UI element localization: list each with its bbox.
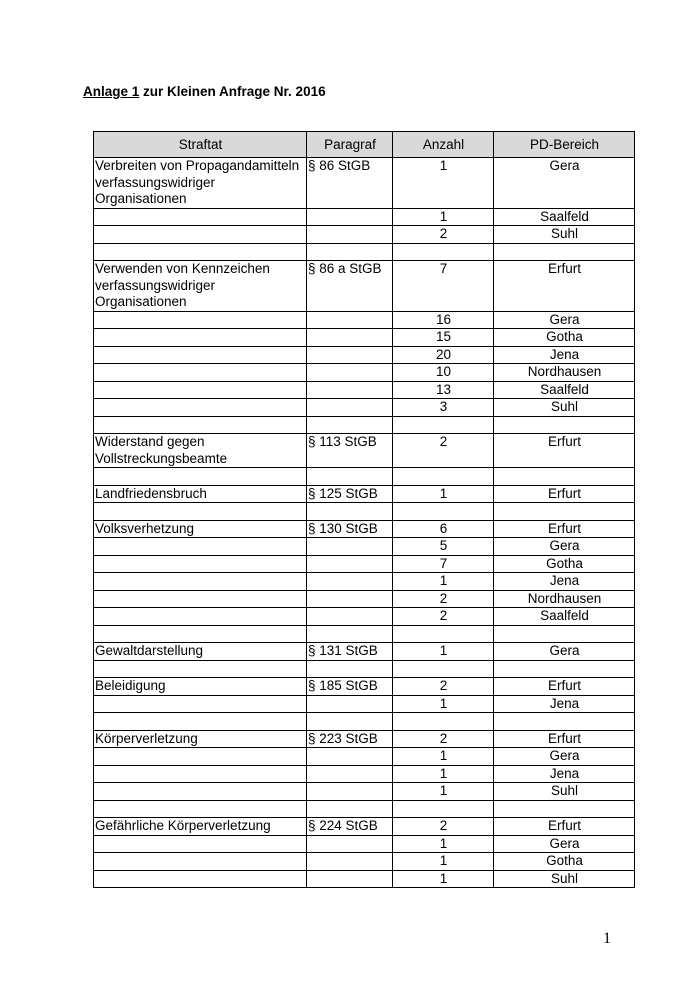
cell-anzahl: 6 xyxy=(393,520,494,538)
cell-paragraf xyxy=(307,590,393,608)
offense-table xyxy=(93,131,635,888)
cell-pd-bereich: Jena xyxy=(494,765,635,783)
cell-straftat xyxy=(94,748,307,766)
table-header-row xyxy=(94,132,635,158)
table-row xyxy=(94,870,635,888)
table-row xyxy=(94,608,635,626)
cell-straftat: Verwenden von Kennzeichen verfassungswidriger Organisationen xyxy=(94,261,307,312)
cell-paragraf: § 130 StGB xyxy=(307,520,393,538)
cell-pd-bereich: Gotha xyxy=(494,555,635,573)
cell-straftat xyxy=(94,381,307,399)
cell-pd-bereich: Erfurt xyxy=(494,261,635,312)
cell-paragraf xyxy=(307,381,393,399)
cell-anzahl: 2 xyxy=(393,590,494,608)
cell-paragraf xyxy=(307,853,393,871)
cell-straftat: Verbreiten von Propagandamitteln verfassungswidriger Organisationen xyxy=(94,158,307,209)
table-row xyxy=(94,208,635,226)
cell-straftat xyxy=(94,835,307,853)
cell-anzahl xyxy=(393,243,494,261)
cell-anzahl xyxy=(393,660,494,678)
cell-anzahl xyxy=(393,416,494,434)
table-row xyxy=(94,226,635,244)
table-row xyxy=(94,520,635,538)
cell-pd-bereich: Suhl xyxy=(494,399,635,417)
cell-anzahl: 10 xyxy=(393,364,494,382)
cell-anzahl: 16 xyxy=(393,311,494,329)
table-row xyxy=(94,468,635,486)
cell-straftat xyxy=(94,226,307,244)
cell-anzahl: 1 xyxy=(393,870,494,888)
cell-straftat xyxy=(94,399,307,417)
table-row xyxy=(94,416,635,434)
cell-paragraf xyxy=(307,346,393,364)
cell-paragraf: § 223 StGB xyxy=(307,730,393,748)
cell-pd-bereich: Gera xyxy=(494,835,635,853)
cell-paragraf: § 224 StGB xyxy=(307,818,393,836)
cell-paragraf xyxy=(307,416,393,434)
cell-paragraf xyxy=(307,608,393,626)
cell-straftat: Widerstand gegen Vollstreckungsbeamte xyxy=(94,434,307,468)
cell-anzahl: 2 xyxy=(393,434,494,468)
cell-pd-bereich: Gera xyxy=(494,643,635,661)
cell-pd-bereich: Erfurt xyxy=(494,730,635,748)
table-row xyxy=(94,381,635,399)
cell-straftat xyxy=(94,329,307,347)
cell-pd-bereich: Gotha xyxy=(494,329,635,347)
table-row xyxy=(94,158,635,209)
table-row xyxy=(94,590,635,608)
cell-straftat xyxy=(94,555,307,573)
cell-anzahl xyxy=(393,503,494,521)
cell-pd-bereich: Nordhausen xyxy=(494,364,635,382)
table-row xyxy=(94,503,635,521)
cell-anzahl: 2 xyxy=(393,818,494,836)
cell-straftat: Gewaltdarstellung xyxy=(94,643,307,661)
cell-paragraf xyxy=(307,329,393,347)
cell-straftat: Gefährliche Körperverletzung xyxy=(94,818,307,836)
cell-anzahl xyxy=(393,625,494,643)
cell-pd-bereich xyxy=(494,503,635,521)
cell-pd-bereich: Erfurt xyxy=(494,678,635,696)
cell-paragraf: § 131 StGB xyxy=(307,643,393,661)
cell-paragraf xyxy=(307,660,393,678)
cell-straftat xyxy=(94,573,307,591)
cell-straftat xyxy=(94,625,307,643)
table-row xyxy=(94,538,635,556)
cell-straftat xyxy=(94,311,307,329)
cell-anzahl: 1 xyxy=(393,485,494,503)
table-row xyxy=(94,713,635,731)
table-row xyxy=(94,853,635,871)
table-row xyxy=(94,311,635,329)
cell-paragraf xyxy=(307,695,393,713)
cell-anzahl: 1 xyxy=(393,573,494,591)
cell-paragraf xyxy=(307,748,393,766)
cell-straftat: Beleidigung xyxy=(94,678,307,696)
cell-anzahl: 1 xyxy=(393,853,494,871)
cell-pd-bereich: Jena xyxy=(494,346,635,364)
cell-paragraf xyxy=(307,870,393,888)
cell-pd-bereich xyxy=(494,660,635,678)
cell-paragraf xyxy=(307,208,393,226)
cell-anzahl: 1 xyxy=(393,643,494,661)
cell-paragraf xyxy=(307,625,393,643)
cell-paragraf: § 113 StGB xyxy=(307,434,393,468)
cell-straftat xyxy=(94,783,307,801)
cell-paragraf: § 86 StGB xyxy=(307,158,393,209)
cell-paragraf xyxy=(307,311,393,329)
table-body xyxy=(94,158,635,888)
cell-anzahl xyxy=(393,713,494,731)
cell-straftat xyxy=(94,870,307,888)
table-row xyxy=(94,818,635,836)
table-row xyxy=(94,329,635,347)
cell-paragraf xyxy=(307,800,393,818)
cell-pd-bereich xyxy=(494,468,635,486)
table-row xyxy=(94,399,635,417)
cell-anzahl: 3 xyxy=(393,399,494,417)
cell-anzahl: 13 xyxy=(393,381,494,399)
cell-straftat xyxy=(94,713,307,731)
cell-anzahl: 1 xyxy=(393,695,494,713)
cell-paragraf xyxy=(307,713,393,731)
cell-anzahl: 20 xyxy=(393,346,494,364)
cell-pd-bereich xyxy=(494,800,635,818)
cell-pd-bereich: Saalfeld xyxy=(494,208,635,226)
cell-anzahl xyxy=(393,468,494,486)
cell-pd-bereich: Nordhausen xyxy=(494,590,635,608)
cell-anzahl: 2 xyxy=(393,678,494,696)
cell-anzahl: 15 xyxy=(393,329,494,347)
cell-anzahl: 2 xyxy=(393,730,494,748)
cell-anzahl: 1 xyxy=(393,158,494,209)
cell-straftat xyxy=(94,346,307,364)
cell-anzahl: 2 xyxy=(393,608,494,626)
cell-pd-bereich: Gotha xyxy=(494,853,635,871)
table-row xyxy=(94,835,635,853)
cell-straftat: Landfriedensbruch xyxy=(94,485,307,503)
cell-pd-bereich: Suhl xyxy=(494,870,635,888)
cell-straftat xyxy=(94,853,307,871)
cell-straftat xyxy=(94,765,307,783)
table-row xyxy=(94,485,635,503)
cell-anzahl: 7 xyxy=(393,261,494,312)
column-header-paragraf: Paragraf xyxy=(307,132,393,158)
cell-paragraf xyxy=(307,503,393,521)
cell-pd-bereich: Erfurt xyxy=(494,520,635,538)
cell-straftat xyxy=(94,800,307,818)
table-row xyxy=(94,730,635,748)
table-row xyxy=(94,748,635,766)
cell-straftat xyxy=(94,590,307,608)
cell-paragraf xyxy=(307,468,393,486)
cell-pd-bereich: Erfurt xyxy=(494,434,635,468)
table-row xyxy=(94,573,635,591)
cell-paragraf xyxy=(307,555,393,573)
cell-straftat xyxy=(94,538,307,556)
cell-anzahl: 1 xyxy=(393,765,494,783)
cell-paragraf xyxy=(307,765,393,783)
cell-pd-bereich: Erfurt xyxy=(494,818,635,836)
column-header-anzahl: Anzahl xyxy=(393,132,494,158)
cell-straftat xyxy=(94,660,307,678)
table-row xyxy=(94,625,635,643)
cell-pd-bereich: Gera xyxy=(494,538,635,556)
cell-paragraf xyxy=(307,538,393,556)
table-row xyxy=(94,678,635,696)
cell-anzahl: 7 xyxy=(393,555,494,573)
cell-pd-bereich: Jena xyxy=(494,573,635,591)
cell-pd-bereich: Suhl xyxy=(494,783,635,801)
cell-pd-bereich: Jena xyxy=(494,695,635,713)
table-row xyxy=(94,434,635,468)
cell-paragraf: § 185 StGB xyxy=(307,678,393,696)
cell-anzahl: 1 xyxy=(393,835,494,853)
table-row xyxy=(94,660,635,678)
cell-paragraf: § 86 a StGB xyxy=(307,261,393,312)
cell-pd-bereich: Gera xyxy=(494,311,635,329)
cell-anzahl: 2 xyxy=(393,226,494,244)
cell-straftat xyxy=(94,208,307,226)
table-row xyxy=(94,364,635,382)
heading-title: zur Kleinen Anfrage Nr. 2016 xyxy=(139,84,326,99)
cell-straftat xyxy=(94,695,307,713)
column-header-straftat: Straftat xyxy=(94,132,307,158)
cell-straftat xyxy=(94,416,307,434)
heading-annex-label: Anlage 1 xyxy=(83,84,140,99)
cell-straftat: Volksverhetzung xyxy=(94,520,307,538)
cell-straftat xyxy=(94,468,307,486)
cell-pd-bereich: Gera xyxy=(494,748,635,766)
cell-paragraf xyxy=(307,783,393,801)
cell-anzahl: 5 xyxy=(393,538,494,556)
cell-paragraf xyxy=(307,835,393,853)
cell-anzahl: 1 xyxy=(393,208,494,226)
cell-straftat xyxy=(94,608,307,626)
cell-straftat xyxy=(94,503,307,521)
cell-straftat xyxy=(94,243,307,261)
table-row xyxy=(94,346,635,364)
table-row xyxy=(94,261,635,312)
cell-straftat: Körperverletzung xyxy=(94,730,307,748)
cell-pd-bereich xyxy=(494,243,635,261)
column-header-pd-bereich: PD-Bereich xyxy=(494,132,635,158)
table-row xyxy=(94,783,635,801)
cell-paragraf xyxy=(307,364,393,382)
cell-anzahl: 1 xyxy=(393,748,494,766)
table-row xyxy=(94,643,635,661)
cell-pd-bereich: Saalfeld xyxy=(494,381,635,399)
cell-pd-bereich: Saalfeld xyxy=(494,608,635,626)
cell-pd-bereich xyxy=(494,713,635,731)
table-row xyxy=(94,695,635,713)
table-row xyxy=(94,800,635,818)
cell-pd-bereich: Erfurt xyxy=(494,485,635,503)
cell-pd-bereich: Gera xyxy=(494,158,635,209)
cell-paragraf xyxy=(307,573,393,591)
cell-pd-bereich xyxy=(494,416,635,434)
table-row xyxy=(94,555,635,573)
cell-pd-bereich: Suhl xyxy=(494,226,635,244)
document-heading xyxy=(83,84,326,99)
cell-paragraf xyxy=(307,226,393,244)
page-number: 1 xyxy=(603,930,611,947)
cell-anzahl xyxy=(393,800,494,818)
cell-straftat xyxy=(94,364,307,382)
cell-paragraf xyxy=(307,243,393,261)
cell-paragraf xyxy=(307,399,393,417)
table-row xyxy=(94,243,635,261)
table-row xyxy=(94,765,635,783)
cell-anzahl: 1 xyxy=(393,783,494,801)
cell-pd-bereich xyxy=(494,625,635,643)
cell-paragraf: § 125 StGB xyxy=(307,485,393,503)
